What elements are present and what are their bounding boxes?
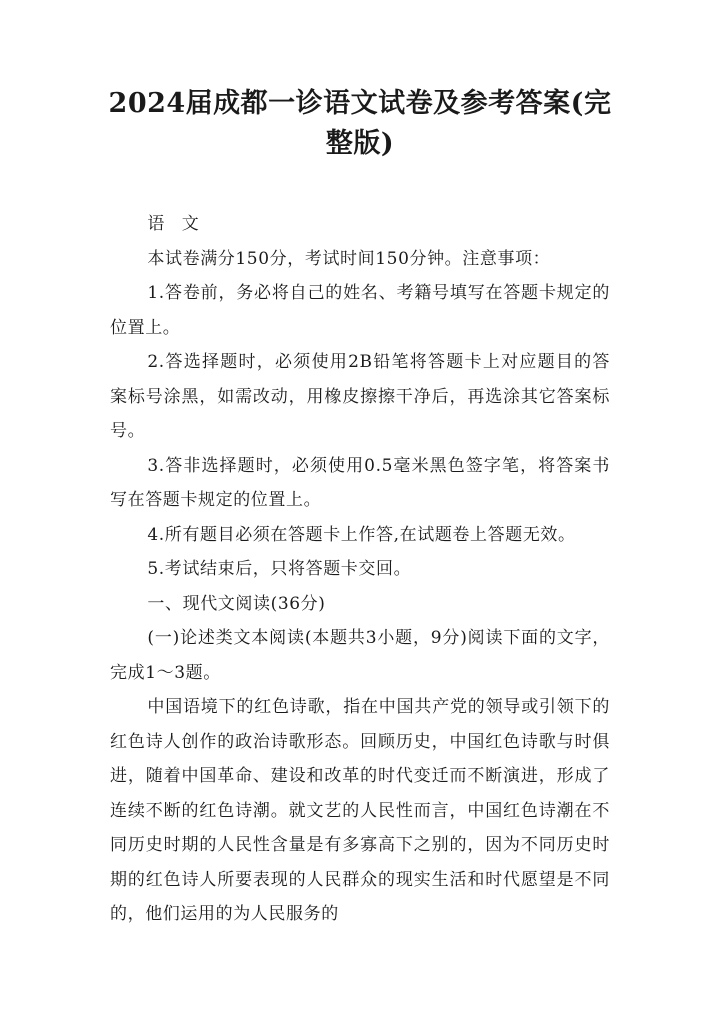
- subject-heading: 语 文: [147, 214, 205, 234]
- document-body: [110, 207, 610, 932]
- instruction-item-2: 2.答选择题时，必须使用2B铅笔将答题卡上对应题目的答案标号涂黑，如需改动，用橡皮擦擦干净后，再选涂其它答案标号。: [110, 352, 610, 441]
- instruction-item-1: 1.答卷前，务必将自己的姓名、考籍号填写在答题卡规定的位置上。: [110, 283, 610, 338]
- exam-instructions-intro: 本试卷满分150分，考试时间150分钟。注意事项：: [147, 248, 551, 269]
- document-title: 2024届成都一诊语文试卷及参考答案(完整版): [108, 88, 612, 159]
- instruction-item-4: 4.所有题目必须在答题卡上作答,在试题卷上答题无效。: [147, 524, 576, 545]
- reading-passage: 中国语境下的红色诗歌，指在中国共产党的领导或引领下的红色诗人创作的政治诗歌形态。回顾历史，中国红色诗歌与时俱进，随着中国革命、建设和改革的时代变迁而不断演进，形成了连续不断的红色诗潮。就文艺的人民性而言，中国红色诗潮在不同历史时期的人民性含量是有多寡高下之别的，因为不同历史时期的红色诗人所要表现的人民群众的现实生活和时代愿望是不同的，他们运用的为人民服务的: [110, 697, 610, 924]
- instruction-item-5: 5.考试结束后，只将答题卡交回。: [147, 559, 412, 579]
- instruction-item-3: 3.答非选择题时，必须使用0.5毫米黑色签字笔，将答案书写在答题卡规定的位置上。: [110, 455, 610, 510]
- section-heading: 一、现代文阅读(36分): [147, 593, 326, 614]
- subsection-heading: (一)论述类文本阅读(本题共3小题，9分)阅读下面的文字，完成1～3题。: [110, 628, 610, 683]
